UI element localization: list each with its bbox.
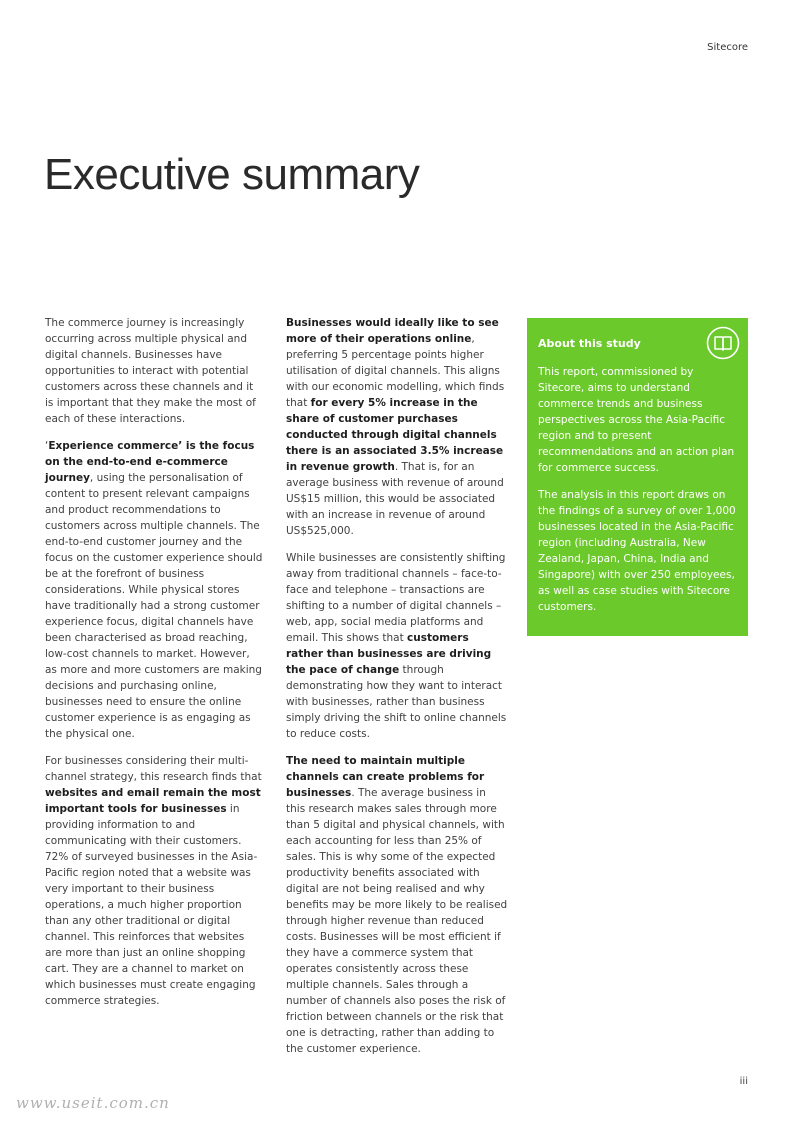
page-number: iii <box>739 1076 748 1087</box>
book-icon <box>706 326 740 360</box>
about-study-paragraph-1: This report, commissioned by Sitecore, aims to understand commerce trends and business perspectives across the Asia-Pacific region and to present recommendations and an action plan for commerce success. <box>538 366 735 474</box>
col1-paragraph-3: For businesses considering their multi-channel strategy, this research finds that websites and email remain the most important tools for businesses in providing information to and communicating with their customers. 72% of surveyed businesses in the Asia-Pacific region noted that a website was very important to their business operations, a much higher proportion than any other traditional or digital channel. This reinforces that websites are more than just an online shopping cart. They are a channel to market on which businesses must create engaging commerce strategies. <box>45 755 262 1007</box>
brand-name: Sitecore <box>707 42 748 53</box>
about-study-box <box>527 318 748 636</box>
col2-paragraph-2: While businesses are consistently shifting away from traditional channels – face-to-face and telephone – transactions are shifting to a number of digital channels – web, app, social media platforms and email. This shows that customers rather than businesses are driving the pace of change through demonstrating how they want to interact with businesses, rather than business simply driving the shift to online channels to reduce costs. <box>286 552 507 740</box>
col1-paragraph-1: The commerce journey is increasingly occurring across multiple physical and digital channels. Businesses have opportunities to interact with potential customers across these channels and it is important that they make the most of each of these interactions. <box>45 317 256 425</box>
col2-paragraph-3: The need to maintain multiple channels can create problems for businesses. The average business in this research makes sales through more than 5 digital and physical channels, with each accounting for less than 25% of sales. This is why some of the expected productivity benefits associated with digital are not being realised and why benefits may be more likely to be realised through higher revenue than reduced costs. Businesses will be most efficient if they have a commerce system that operates consistently across these multiple channels. Sales through a number of channels also poses the risk of friction between channels or the risk that one is detracting, rather than adding to the customer experience. <box>286 755 508 1055</box>
col2-paragraph-1: Businesses would ideally like to see more of their operations online, preferring 5 percentage points higher utilisation of digital channels. This aligns with our economic modelling, which finds that for every 5% increase in the share of customer purchases conducted through digital channels there is an associated 3.5% increase in revenue growth. That is, for an average business with revenue of around US$15 million, this would be associated with an increase in revenue of around US$525,000. <box>286 317 505 537</box>
page-title: Executive summary <box>44 150 420 199</box>
about-study-heading: About this study <box>538 337 641 350</box>
col1-paragraph-2: ‘Experience commerce’ is the focus on the end-to-end e-commerce journey, using the personalisation of content to present relevant campaigns and product recommendations to customers across multiple channels. The end-to-end customer journey and the focus on the customer experience should be at the forefront of business considerations. While physical stores have traditionally had a strong customer experience focus, digital channels have been characterised as broad reaching, low-cost channels to market. However, as more and more customers are making decisions and purchasing online, businesses need to ensure the online customer experience is as engaging as the physical one. <box>45 440 263 740</box>
watermark: www.useit.com.cn <box>16 1094 170 1112</box>
column-middle <box>286 315 508 1068</box>
column-left <box>45 315 263 1020</box>
about-study-paragraph-2: The analysis in this report draws on the findings of a survey of over 1,000 businesses located in the Asia-Pacific region (including Australia, New Zealand, Japan, China, India and Singapore) with over 250 employees, as well as case studies with Sitecore customers. <box>538 489 736 613</box>
